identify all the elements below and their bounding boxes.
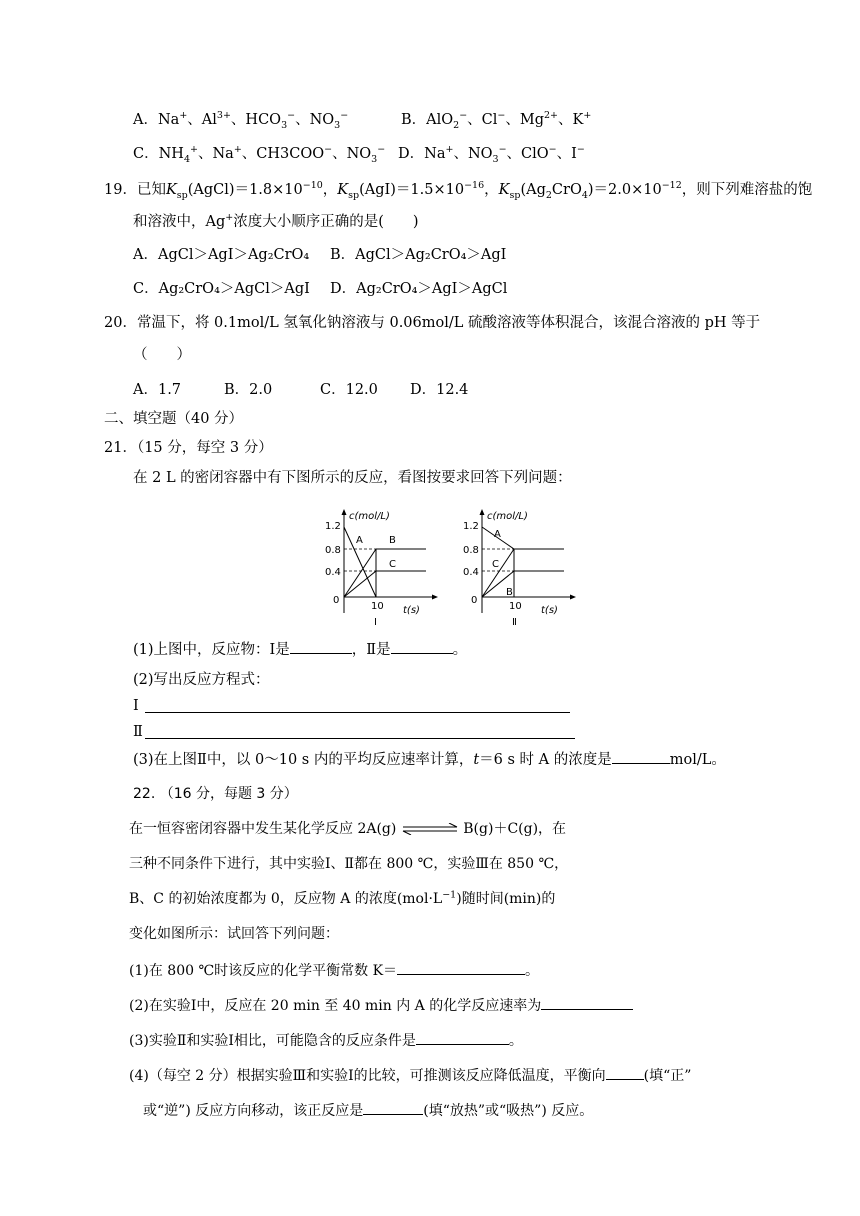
q22-line3: B、C 的初始浓度都为 0，反应物 A 的浓度$(mol\cdot L^{-1})$随时间(min)的	[129, 889, 556, 907]
figure-graph-2	[454, 505, 584, 635]
tick-10: 10	[371, 601, 384, 612]
x-axis-label: t(s)	[403, 605, 420, 616]
q18-option-c: C．$NH_4^+$、Na+、CH3COO−、$NO_3^-$	[133, 144, 386, 165]
q19-option-c: C．Ag₂CrO₄＞AgCl＞AgI	[133, 281, 310, 297]
q20-option-d: D．12.4	[410, 382, 469, 398]
tick-1-2: 1.2	[325, 521, 341, 532]
q22-part1: (1)在 800 ℃时该反应的化学平衡常数 K＝ 。	[129, 960, 539, 980]
answer-line-eq1[interactable]	[145, 712, 570, 713]
answer-blank-3[interactable]	[612, 749, 670, 764]
y-axis-label: c(mol/L)	[487, 511, 528, 522]
y-axis-arrow	[342, 509, 347, 515]
label-b: B	[389, 535, 396, 546]
q22-part4: (4)（每空 2 分）根据实验Ⅲ和实验Ⅰ的比较，可推测该反应降低温度，平衡向 (填“正”	[129, 1065, 691, 1085]
q19-option-a: A．AgCl＞AgI＞Ag₂CrO₄	[133, 247, 310, 263]
tick-0: 0	[471, 595, 478, 606]
q19-stem-line2: 和溶液中，Ag+浓度大小顺序正确的是( )	[133, 212, 419, 230]
q20-option-b: B．2.0	[224, 382, 273, 398]
answer-blank-2[interactable]	[391, 639, 453, 654]
q18-option-a: A．Na+、$Al^{3+}$、$HCO_3^-$、$NO_3^-$	[133, 110, 349, 131]
x-axis-arrow	[570, 595, 576, 600]
curve-c	[344, 571, 376, 597]
q22-header: 22. （16 分，每题 3 分）	[133, 786, 298, 802]
q20-option-a: A．1.7	[133, 382, 182, 398]
q21-part1: (1)上图中，反应物：Ⅰ是 ，Ⅱ是 。	[133, 639, 467, 659]
q22-line4: 变化如图所示：试回答下列问题：	[129, 926, 339, 942]
q22-line1: 在一恒容密闭容器中发生某化学反应 2A(g) B(g)＋C(g)，在	[129, 821, 567, 837]
tick-10: 10	[509, 601, 522, 612]
q22-part3: (3)实验Ⅱ和实验Ⅰ相比，可能隐含的反应条件是 。	[129, 1030, 523, 1050]
q21-part3: (3)在上图Ⅱ中，以 0～10 s 内的平均反应速率计算，t＝6 s 时 A 的浓度是 mol/L。	[133, 749, 726, 769]
curve-b	[344, 549, 376, 597]
q18-option-b: B．AlO$_2$−、Cl−、$Mg^{2+}$、K+	[401, 110, 592, 131]
q20-paren: （ ）	[133, 347, 191, 363]
q22-part4-cont: 或“逆”) 反应方向移动，该正反应是 (填“放热”或“吸热”) 反应。	[143, 1100, 593, 1120]
figure-graph-1	[316, 505, 446, 635]
figure-1-caption: Ⅰ	[374, 617, 377, 628]
q21-header: 21．（15 分，每空 3 分）	[104, 440, 273, 456]
answer-blank-direction[interactable]	[606, 1065, 644, 1080]
label-c: C	[389, 559, 396, 570]
q22-part2: (2)在实验Ⅰ中，反应在 20 min 至 40 min 内 A 的化学反应速率为	[129, 995, 633, 1015]
q21-eq1-label: Ⅰ	[133, 698, 139, 714]
equilibrium-arrow-icon	[401, 823, 459, 835]
answer-line-eq2[interactable]	[145, 738, 575, 739]
answer-blank-heat[interactable]	[363, 1100, 423, 1115]
q21-part2: (2)写出反应方程式：	[133, 672, 270, 688]
y-axis-arrow	[480, 509, 485, 515]
tick-0: 0	[333, 595, 340, 606]
answer-blank-rate[interactable]	[541, 995, 633, 1010]
label-a: A	[356, 535, 363, 546]
answer-blank-1[interactable]	[290, 639, 352, 654]
q22-line2: 三种不同条件下进行，其中实验Ⅰ、Ⅱ都在 800 ℃，实验Ⅲ在 850 ℃，	[129, 856, 569, 872]
q21-intro: 在 2 L 的密闭容器中有下图所示的反应，看图按要求回答下列问题：	[133, 470, 572, 486]
tick-0-4: 0.4	[463, 567, 479, 578]
tick-0-8: 0.8	[463, 545, 479, 556]
q20-stem: 20．常温下，将 0.1mol/L 氢氧化钠溶液与 0.06mol/L 硫酸溶液等体积混合，该混合溶液的 pH 等于	[104, 315, 761, 331]
label-b: B	[506, 587, 513, 598]
q19-option-d: D．Ag₂CrO₄＞AgI＞AgCl	[330, 281, 508, 297]
q19-option-b: B．AgCl＞Ag₂CrO₄＞AgI	[330, 247, 507, 263]
answer-blank-condition[interactable]	[416, 1030, 509, 1045]
q19-stem-line1: 19．已知$K_{sp}(AgCl)=1.8\times 10^{-10}$，$K_{sp}(AgI)=1.5\times 10^{-16}$，$K_{sp}(Ag_2CrO_4)=2.0\times 10^{-12}$，则下列难溶盐的饱	[104, 180, 813, 201]
tick-0-8: 0.8	[325, 545, 341, 556]
y-axis-label: c(mol/L)	[349, 511, 390, 522]
answer-blank-k[interactable]	[397, 960, 525, 975]
tick-1-2: 1.2	[463, 521, 479, 532]
label-c: C	[492, 559, 499, 570]
q20-option-c: C．12.0	[320, 382, 378, 398]
section-heading: 二、填空题（40 分）	[104, 411, 244, 427]
q21-eq2-label: Ⅱ	[133, 724, 143, 740]
q18-option-d: D．Na+、$NO_3^-$、ClO−、I−	[398, 144, 585, 165]
x-axis-label: t(s)	[541, 605, 558, 616]
tick-0-4: 0.4	[325, 567, 341, 578]
figure-2-caption: Ⅱ	[512, 617, 517, 628]
label-a: A	[494, 529, 501, 540]
x-axis-arrow	[432, 595, 438, 600]
